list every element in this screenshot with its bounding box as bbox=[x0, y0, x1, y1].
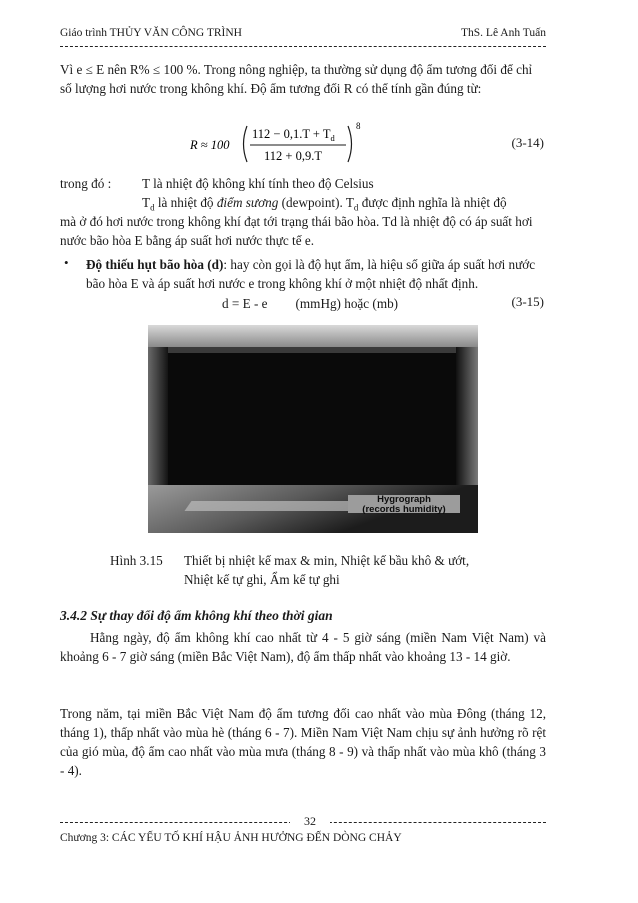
definition-line-3: mà ở đó hơi nước trong không khí đạt tới trạng thái bão hòa. Td là nhiệt độ có áp suất hơi nước bão hòa E bằng áp suất hơi nước thực tế e. bbox=[60, 214, 533, 248]
photo-label-line-2: (records humidity) bbox=[362, 504, 446, 515]
section-paragraph-1: Hằng ngày, độ ẩm không khí cao nhất từ 4 - 5 giờ sáng (miền Nam Việt Nam) và khoảng 6 - 7 giờ sáng (miền Bắc Việt Nam), độ ẩm thấp nhất vào khoảng 13 - 14 giờ. bbox=[60, 630, 546, 664]
figure-caption-line-2: Nhiệt kế tự ghi, Ẩm kế tự ghi bbox=[184, 572, 340, 587]
formula-svg bbox=[190, 120, 370, 168]
figure-label: Hình 3.15 bbox=[110, 553, 163, 568]
formula-3-14 bbox=[190, 120, 370, 168]
formula-3-15-units: (mmHg) hoặc (mb) bbox=[295, 296, 399, 311]
formula-right-paren bbox=[348, 126, 352, 162]
td-text-b: (dewpoint). T bbox=[278, 195, 354, 210]
definition-T: T là nhiệt độ không khí tính theo độ Celsius bbox=[142, 176, 374, 191]
td-subscript-2: d bbox=[353, 202, 359, 213]
formula-lhs: R ≈ 100 bbox=[190, 138, 230, 152]
page-number: 32 bbox=[290, 814, 330, 829]
figure-caption bbox=[184, 551, 544, 589]
figure-photo bbox=[148, 325, 478, 533]
header-author: ThS. Lê Anh Tuấn bbox=[461, 27, 546, 39]
header-book-title: Giáo trình THỦY VĂN CÔNG TRÌNH bbox=[60, 27, 242, 39]
bullet-text: : hay còn gọi là độ hụt ẩm, là hiệu số giữa áp suất hơi nước bão hòa E và áp suất hơi nước e trong không khí ở một nhiệt độ nhất định. bbox=[86, 257, 536, 291]
td-text-a: là nhiệt độ bbox=[154, 195, 217, 210]
photo-label-line-1: Hygrograph bbox=[377, 494, 431, 505]
bullet-term: Độ thiếu hụt bão hòa (d) bbox=[86, 257, 224, 272]
bullet-symbol: • bbox=[64, 255, 69, 270]
photo-label bbox=[348, 495, 460, 515]
td-symbol: T bbox=[142, 195, 151, 210]
formula-3-15 bbox=[222, 294, 482, 313]
photo-ceiling bbox=[148, 325, 478, 347]
bullet-paragraph bbox=[86, 255, 546, 293]
figure-caption-line-1: Thiết bị nhiệt kế max & min, Nhiệt kế bầu khô & ướt, bbox=[184, 553, 470, 568]
header-divider bbox=[60, 46, 546, 47]
intro-paragraph: Vì e ≤ E nên R% ≤ 100 %. Trong nông nghiệp, ta thường sử dụng độ ẩm tương đối để chỉ số lượng hơi nước trong không khí. Độ ẩm tương đối R có thể tính gần đúng từ: bbox=[60, 62, 533, 96]
definition-line-1 bbox=[60, 174, 546, 193]
equation-number-3-15: (3-15) bbox=[511, 294, 544, 309]
formula-left-paren bbox=[244, 126, 248, 162]
footer-chapter: Chương 3: CÁC YẾU TỐ KHÍ HẬU ẢNH HƯỞNG ĐẾN DÒNG CHẢY bbox=[60, 832, 402, 844]
photo-shelf bbox=[158, 347, 458, 353]
formula-numerator: $112 - 0,1.T + T_d$ bbox=[252, 127, 335, 143]
formula-denominator: 112 + 0,9.T bbox=[264, 149, 322, 163]
photo-floor-highlight bbox=[184, 501, 361, 511]
dewpoint-term: điểm sương bbox=[216, 195, 279, 210]
section-heading: 3.4.2 Sự thay đổi độ ẩm không khí theo thời gian bbox=[60, 608, 333, 623]
equation-number-3-14: (3-14) bbox=[511, 135, 544, 150]
section-paragraph-2: Trong năm, tại miền Bắc Việt Nam độ ẩm tương đối cao nhất vào mùa Đông (tháng 12, tháng 1), thấp nhất vào mùa hè (tháng 6 - 7). Miền Nam Việt Nam chịu sự ảnh hưởng rõ rệt của gió mùa, độ ẩm cao nhất vào mùa mưa (tháng 8 - 9) và thấp nhất vào mùa khô (tháng 3 - 4). bbox=[60, 706, 546, 778]
td-text-c: được định nghĩa là nhiệt độ bbox=[358, 195, 507, 210]
td-subscript: d bbox=[150, 202, 155, 213]
formula-exponent: 8 bbox=[356, 121, 361, 131]
where-label: trong đó : bbox=[60, 176, 112, 191]
formula-3-15-expr: d = E - e bbox=[222, 296, 268, 311]
